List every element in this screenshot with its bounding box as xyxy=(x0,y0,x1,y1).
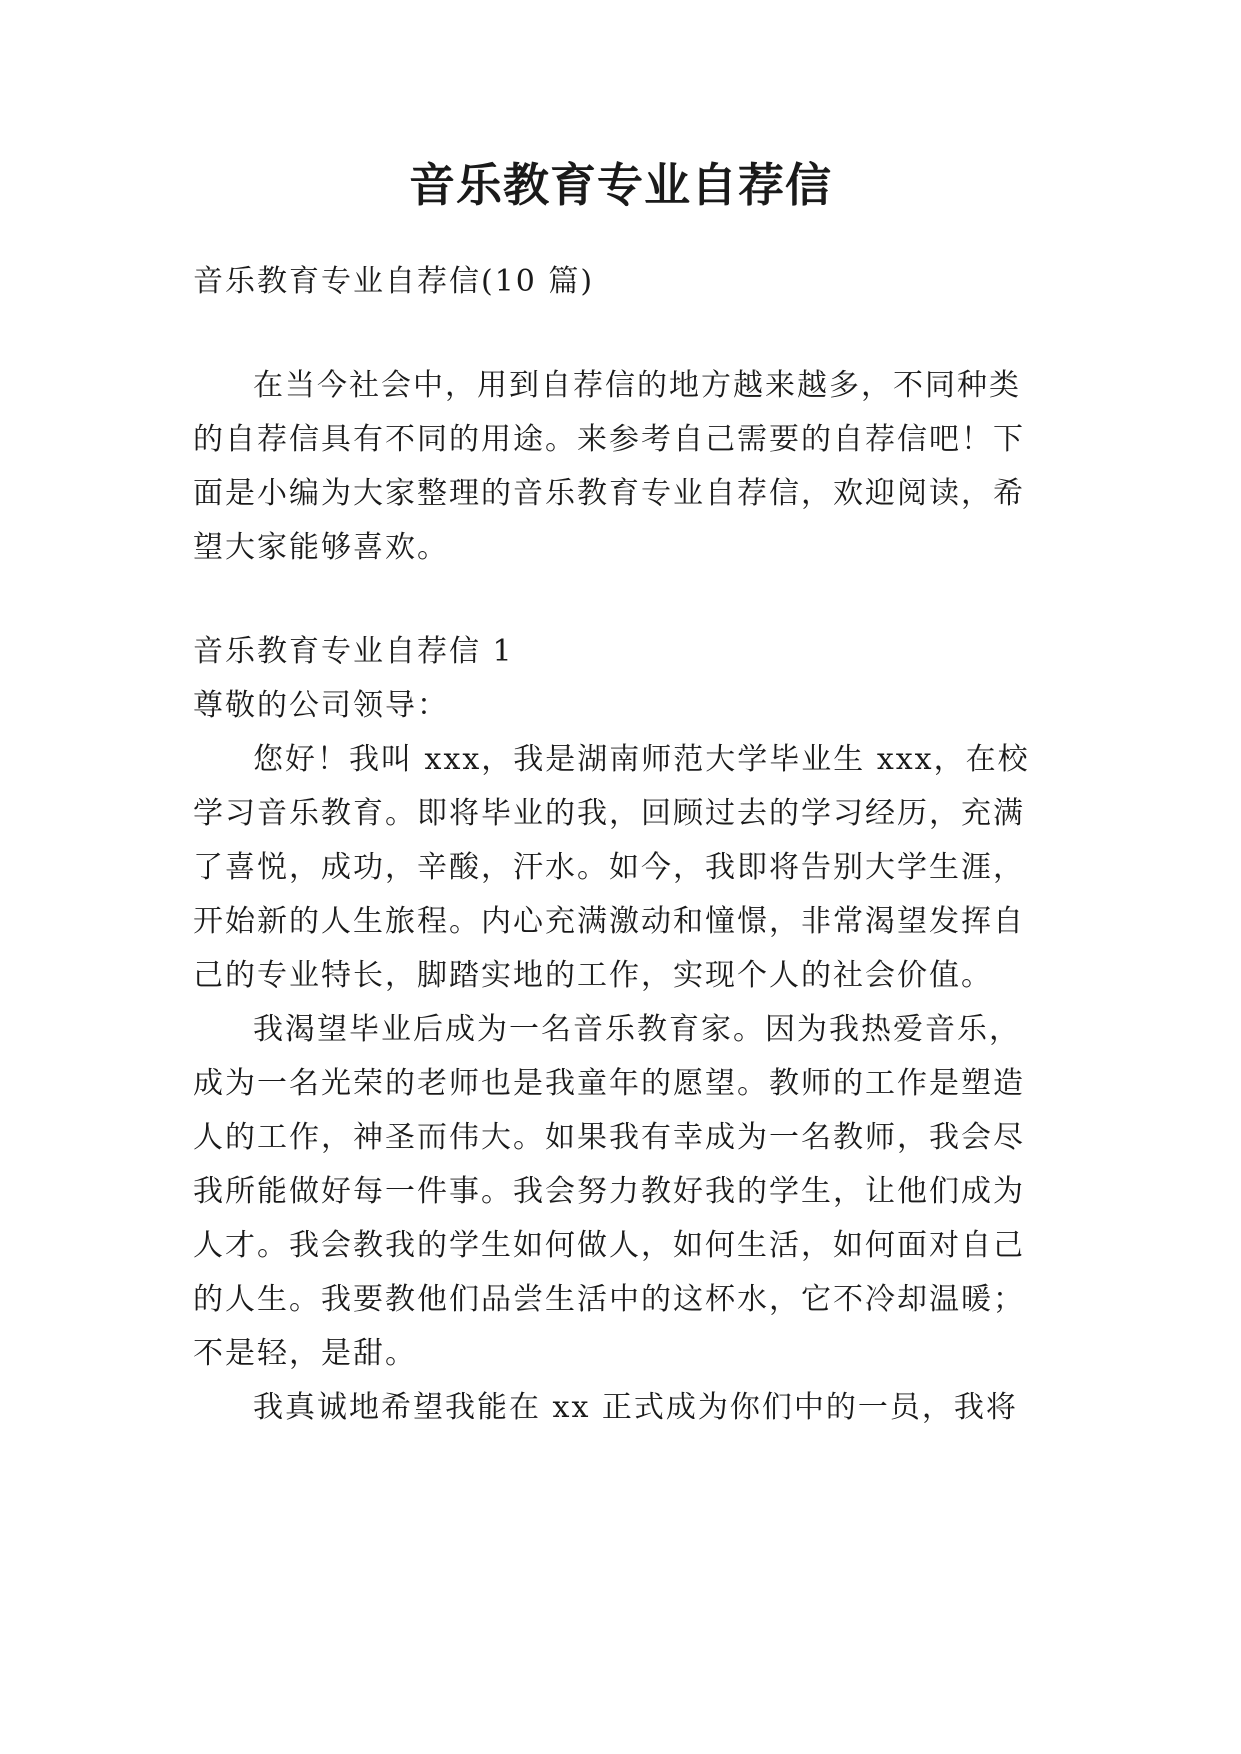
paragraph1-line-1: 您好！我叫 xxx，我是湖南师范大学毕业生 xxx，在校 xyxy=(253,742,1030,777)
salutation: 尊敬的公司领导： xyxy=(193,688,449,723)
document-title: 音乐教育专业自荐信 xyxy=(409,158,832,212)
intro-line-4: 望大家能够喜欢。 xyxy=(193,530,449,565)
paragraph2-line-4: 我所能做好每一件事。我会努力教好我的学生，让他们成为 xyxy=(193,1174,1025,1209)
paragraph2-line-2: 成为一名光荣的老师也是我童年的愿望。教师的工作是塑造 xyxy=(193,1066,1025,1101)
paragraph3-line-1: 我真诚地希望我能在 xx 正式成为你们中的一员，我将 xyxy=(253,1390,1018,1425)
paragraph1-line-2: 学习音乐教育。即将毕业的我，回顾过去的学习经历，充满 xyxy=(193,796,1025,831)
paragraph2-line-3: 人的工作，神圣而伟大。如果我有幸成为一名教师，我会尽 xyxy=(193,1120,1025,1155)
paragraph2-line-1: 我渴望毕业后成为一名音乐教育家。因为我热爱音乐， xyxy=(253,1012,1021,1047)
paragraph2-line-6: 的人生。我要教他们品尝生活中的这杯水，它不冷却温暖； xyxy=(193,1282,1025,1317)
paragraph2-line-7: 不是轻，是甜。 xyxy=(193,1336,417,1371)
paragraph2-line-5: 人才。我会教我的学生如何做人，如何生活，如何面对自己 xyxy=(193,1228,1025,1263)
paragraph1-line-5: 己的专业特长，脚踏实地的工作，实现个人的社会价值。 xyxy=(193,958,993,993)
letter-heading: 音乐教育专业自荐信 1 xyxy=(193,634,514,669)
intro-line-3: 面是小编为大家整理的音乐教育专业自荐信，欢迎阅读，希 xyxy=(193,476,1025,511)
intro-line-1: 在当今社会中，用到自荐信的地方越来越多，不同种类 xyxy=(253,368,1021,403)
document-subtitle: 音乐教育专业自荐信(10 篇) xyxy=(193,264,595,299)
intro-line-2: 的自荐信具有不同的用途。来参考自己需要的自荐信吧！下 xyxy=(193,422,1025,457)
paragraph1-line-4: 开始新的人生旅程。内心充满激动和憧憬，非常渴望发挥自 xyxy=(193,904,1025,939)
paragraph1-line-3: 了喜悦，成功，辛酸，汗水。如今，我即将告别大学生涯， xyxy=(193,850,1025,885)
